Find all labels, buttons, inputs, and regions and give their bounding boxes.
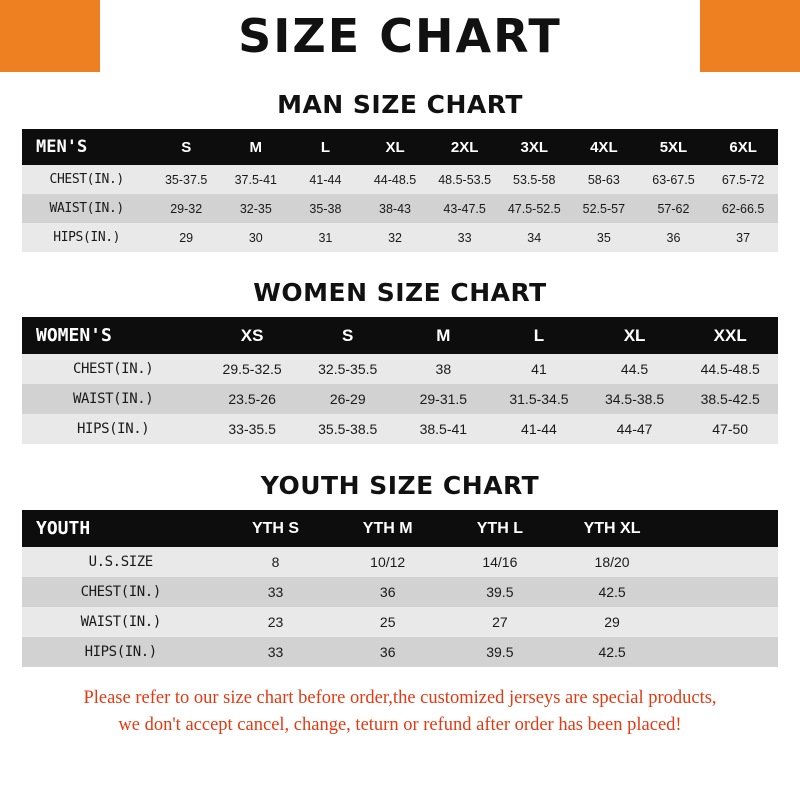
men-cell-1-1: 32-35 [239,201,272,216]
women-cell-2-1: 35.5-38.5 [318,421,378,437]
men-col-header-5: 2XL [450,138,479,156]
men-cell-0-6: 58-63 [587,172,620,187]
men-cell-1-0: 29-32 [170,201,203,216]
youth-col-header-3: YTH L [476,519,523,537]
youth-table-body [22,547,778,667]
women-row-label-0: CHEST(IN.) [73,361,154,377]
youth-cell-0-1: 10/12 [370,554,406,570]
youth-cell-2-3: 29 [604,614,620,630]
youth-cell-0-2: 14/16 [482,554,518,570]
youth-col-header-0: YOUTH [36,518,91,539]
youth-col-header-1: YTH S [251,519,300,537]
men-cell-1-8: 62-66.5 [721,201,765,216]
youth-size-table [22,510,778,667]
men-cell-2-2: 31 [318,230,333,245]
youth-row-label-2: WAIST(IN.) [80,614,161,630]
youth-cell-1-1: 36 [379,584,396,600]
women-col-header-6: XXL [713,325,747,345]
men-cell-1-2: 35-38 [309,201,342,216]
men-cell-2-0: 29 [179,230,194,245]
youth-cell-1-spacer [668,577,778,607]
women-col-header-4: L [533,325,545,345]
men-table-head [22,129,778,165]
women-cell-1-4: 34.5-38.5 [604,391,665,407]
youth-cell-3-0: 33 [267,644,284,660]
men-cell-2-7: 36 [666,230,681,245]
youth-cell-0-spacer [668,547,778,577]
men-cell-0-3: 44-48.5 [373,172,417,187]
youth-cell-3-1: 36 [379,644,396,660]
men-col-header-2: M [249,138,263,156]
page-title: SIZE CHART [238,9,562,63]
youth-cell-1-3: 42.5 [598,584,626,600]
women-cell-2-4: 44-47 [616,421,653,437]
men-row-label-1: WAIST(IN.) [49,201,124,216]
men-cell-0-0: 35-37.5 [164,172,208,187]
youth-cell-2-2: 27 [492,614,508,630]
youth-col-header-2: YTH M [362,519,413,537]
men-col-header-9: 6XL [729,138,757,156]
men-col-header-6: 3XL [520,138,548,156]
women-cell-2-0: 33-35.5 [228,421,276,437]
women-cell-1-5: 38.5-42.5 [700,391,760,407]
men-col-header-3: L [320,138,330,156]
women-row-label-1: WAIST(IN.) [73,391,154,407]
men-row-label-0: CHEST(IN.) [49,172,124,187]
youth-cell-3-2: 39.5 [486,644,514,660]
men-cell-2-4: 33 [457,230,472,245]
men-cell-2-5: 34 [527,230,542,245]
youth-row-label-0: U.S.SIZE [88,554,153,570]
table-row [22,607,778,637]
men-cell-1-5: 47.5-52.5 [507,201,561,216]
youth-cell-2-0: 23 [267,614,284,630]
men-section-title: MAN SIZE CHART [277,90,523,119]
table-row [22,223,778,252]
youth-col-header-4: YTH XL [583,519,641,537]
women-cell-0-1: 32.5-35.5 [318,361,378,377]
youth-cell-2-1: 25 [379,614,396,630]
men-cell-0-7: 63-67.5 [652,172,695,187]
table-row [22,384,778,414]
women-table-head [22,317,778,354]
women-row-label-2: HIPS(IN.) [77,421,150,437]
men-cell-1-3: 38-43 [379,201,412,216]
chart-content [0,90,800,739]
women-size-table [22,317,778,444]
women-header-row [22,317,778,354]
youth-row-label-3: HIPS(IN.) [84,644,157,660]
youth-cell-0-0: 8 [271,554,280,570]
women-cell-1-0: 23.5-26 [228,391,276,407]
women-cell-1-2: 29-31.5 [419,391,468,407]
men-cell-0-5: 53.5-58 [513,172,556,187]
men-cell-2-8: 37 [736,230,751,245]
youth-cell-2-spacer [668,607,778,637]
youth-table-head [22,510,778,547]
table-row [22,165,778,194]
men-cell-2-3: 32 [388,230,402,245]
women-cell-2-5: 47-50 [712,421,749,437]
men-cell-0-1: 37.5-41 [234,172,277,187]
table-row [22,194,778,223]
youth-header-row [22,510,778,547]
header-banner [0,0,800,72]
women-cell-1-3: 31.5-34.5 [509,391,569,407]
women-col-header-1: XS [240,325,264,345]
youth-col-header-spacer [668,510,778,547]
men-table-body [22,165,778,252]
women-section-title: WOMEN SIZE CHART [253,278,547,307]
table-row [22,547,778,577]
order-notice [22,685,778,739]
youth-cell-3-spacer [668,637,778,667]
women-cell-0-0: 29.5-32.5 [222,361,282,377]
men-col-header-7: 4XL [590,138,618,156]
youth-row-label-1: CHEST(IN.) [80,584,161,600]
men-cell-1-4: 43-47.5 [443,201,486,216]
men-size-table [22,129,778,252]
women-cell-0-5: 44.5-48.5 [700,361,760,377]
women-cell-0-3: 41 [531,361,547,377]
table-row [22,414,778,444]
men-cell-0-8: 67.5-72 [721,172,765,187]
men-cell-1-7: 57-62 [657,201,690,216]
youth-cell-1-0: 33 [267,584,284,600]
men-cell-2-1: 30 [248,230,263,245]
youth-cell-0-3: 18/20 [594,554,630,570]
men-col-header-1: S [181,138,192,156]
order-notice-line-2: we don't accept cancel, change, teturn or refund after order has been placed! [118,714,682,735]
women-col-header-5: XL [623,325,646,345]
women-cell-2-2: 38.5-41 [419,421,468,437]
men-col-header-8: 5XL [659,138,688,156]
table-row [22,637,778,667]
men-cell-0-2: 41-44 [309,172,342,187]
men-cell-1-6: 52.5-57 [582,201,626,216]
women-cell-0-2: 38 [435,361,452,377]
women-col-header-3: M [436,325,451,345]
women-cell-0-4: 44.5 [620,361,649,377]
women-col-header-2: S [342,325,354,345]
men-header-row [22,129,778,165]
table-row [22,577,778,607]
header-banner-inner [100,0,700,72]
men-cell-0-4: 48.5-53.5 [438,172,492,187]
youth-cell-1-2: 39.5 [486,584,514,600]
youth-section-title: YOUTH SIZE CHART [260,471,540,500]
table-row [22,354,778,384]
men-col-header-4: XL [385,138,405,156]
women-cell-1-1: 26-29 [329,391,366,407]
men-col-header-0: MEN'S [36,137,88,157]
women-cell-2-3: 41-44 [521,421,557,437]
women-col-header-0: WOMEN'S [36,325,112,346]
youth-cell-3-3: 42.5 [598,644,626,660]
men-cell-2-6: 35 [596,230,611,245]
women-table-body [22,354,778,444]
men-row-label-2: HIPS(IN.) [53,230,121,245]
order-notice-line-1: Please refer to our size chart before order,the customized jerseys are special products, [83,688,717,708]
